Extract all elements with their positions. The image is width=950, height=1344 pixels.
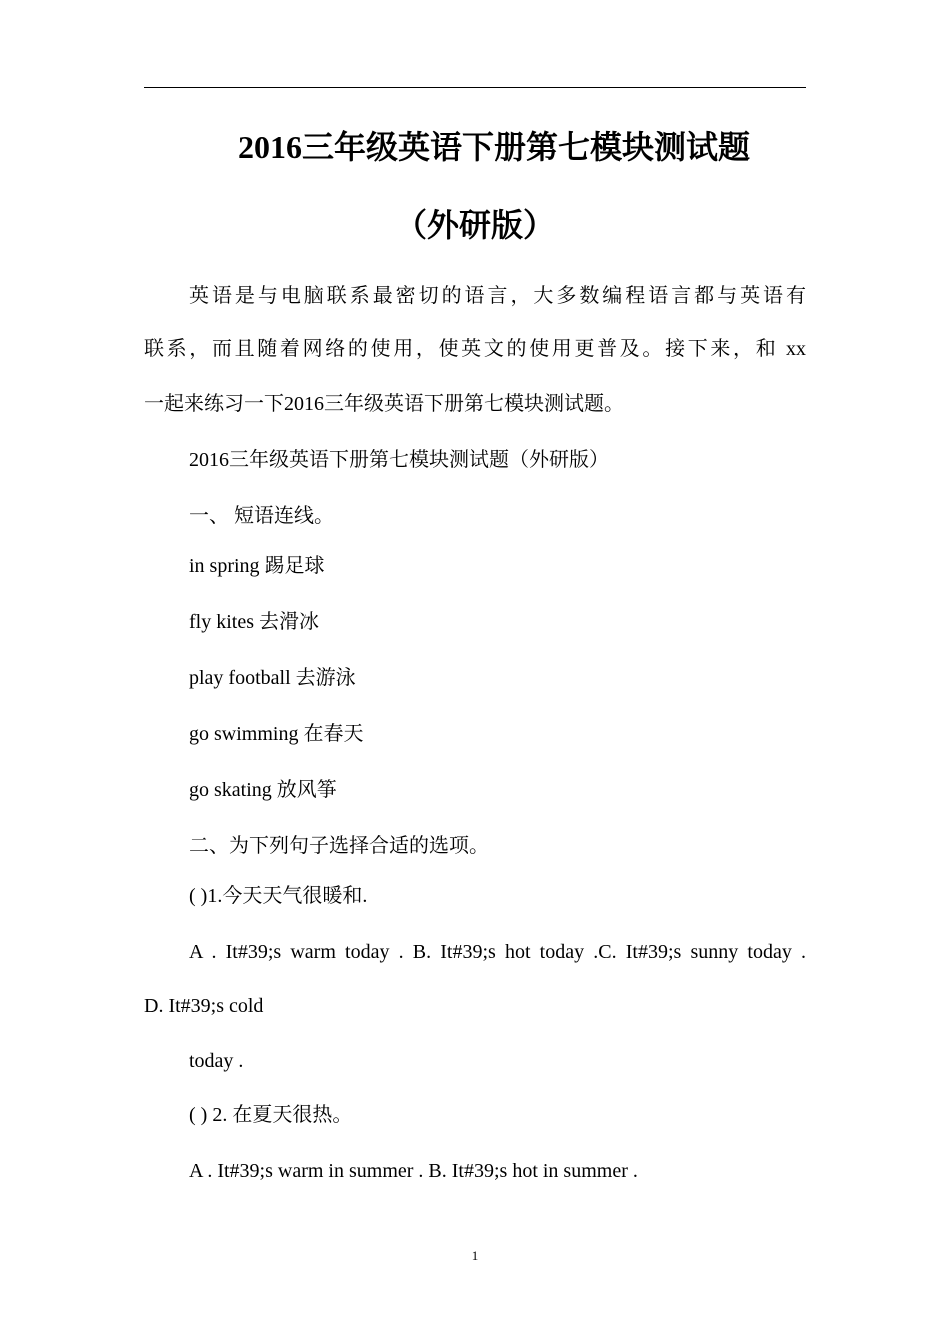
intro-line-1: 英语是与电脑联系最密切的语言，大多数编程语言都与英语有	[189, 285, 806, 307]
question-1-options-line-1: A . It#39;s warm today . B. It#39;s hot today .C. It#39;s sunny today .	[189, 941, 806, 963]
subtitle: 2016三年级英语下册第七模块测试题（外研版）	[189, 449, 609, 471]
section-1-heading: 一、 短语连线。	[189, 505, 334, 527]
question-2: ( ) 2. 在夏天很热。	[189, 1104, 353, 1126]
list-item: go swimming 在春天	[189, 723, 364, 745]
question-1: ( )1.今天天气很暖和.	[189, 885, 368, 907]
intro-line-3: 一起来练习一下2016三年级英语下册第七模块测试题。	[144, 393, 624, 415]
section-2-heading: 二、为下列句子选择合适的选项。	[189, 835, 489, 857]
question-1-options-line-3: today .	[189, 1050, 244, 1072]
list-item: in spring 踢足球	[189, 555, 325, 577]
question-2-options-line-1: A . It#39;s warm in summer . B. It#39;s hot in summer .	[189, 1160, 638, 1182]
list-item: play football 去游泳	[189, 667, 356, 689]
header-rule	[144, 87, 806, 88]
page-number: 1	[471, 1248, 479, 1263]
question-1-options-line-2: D. It#39;s cold	[144, 995, 264, 1017]
document-title-line-1: 2016三年级英语下册第七模块测试题	[238, 129, 751, 165]
document-title-line-2: （外研版）	[394, 207, 555, 243]
intro-line-2: 联系，而且随着网络的使用，使英文的使用更普及。接下来，和 xx	[144, 338, 806, 360]
list-item: fly kites 去滑冰	[189, 611, 319, 633]
list-item: go skating 放风筝	[189, 779, 337, 801]
